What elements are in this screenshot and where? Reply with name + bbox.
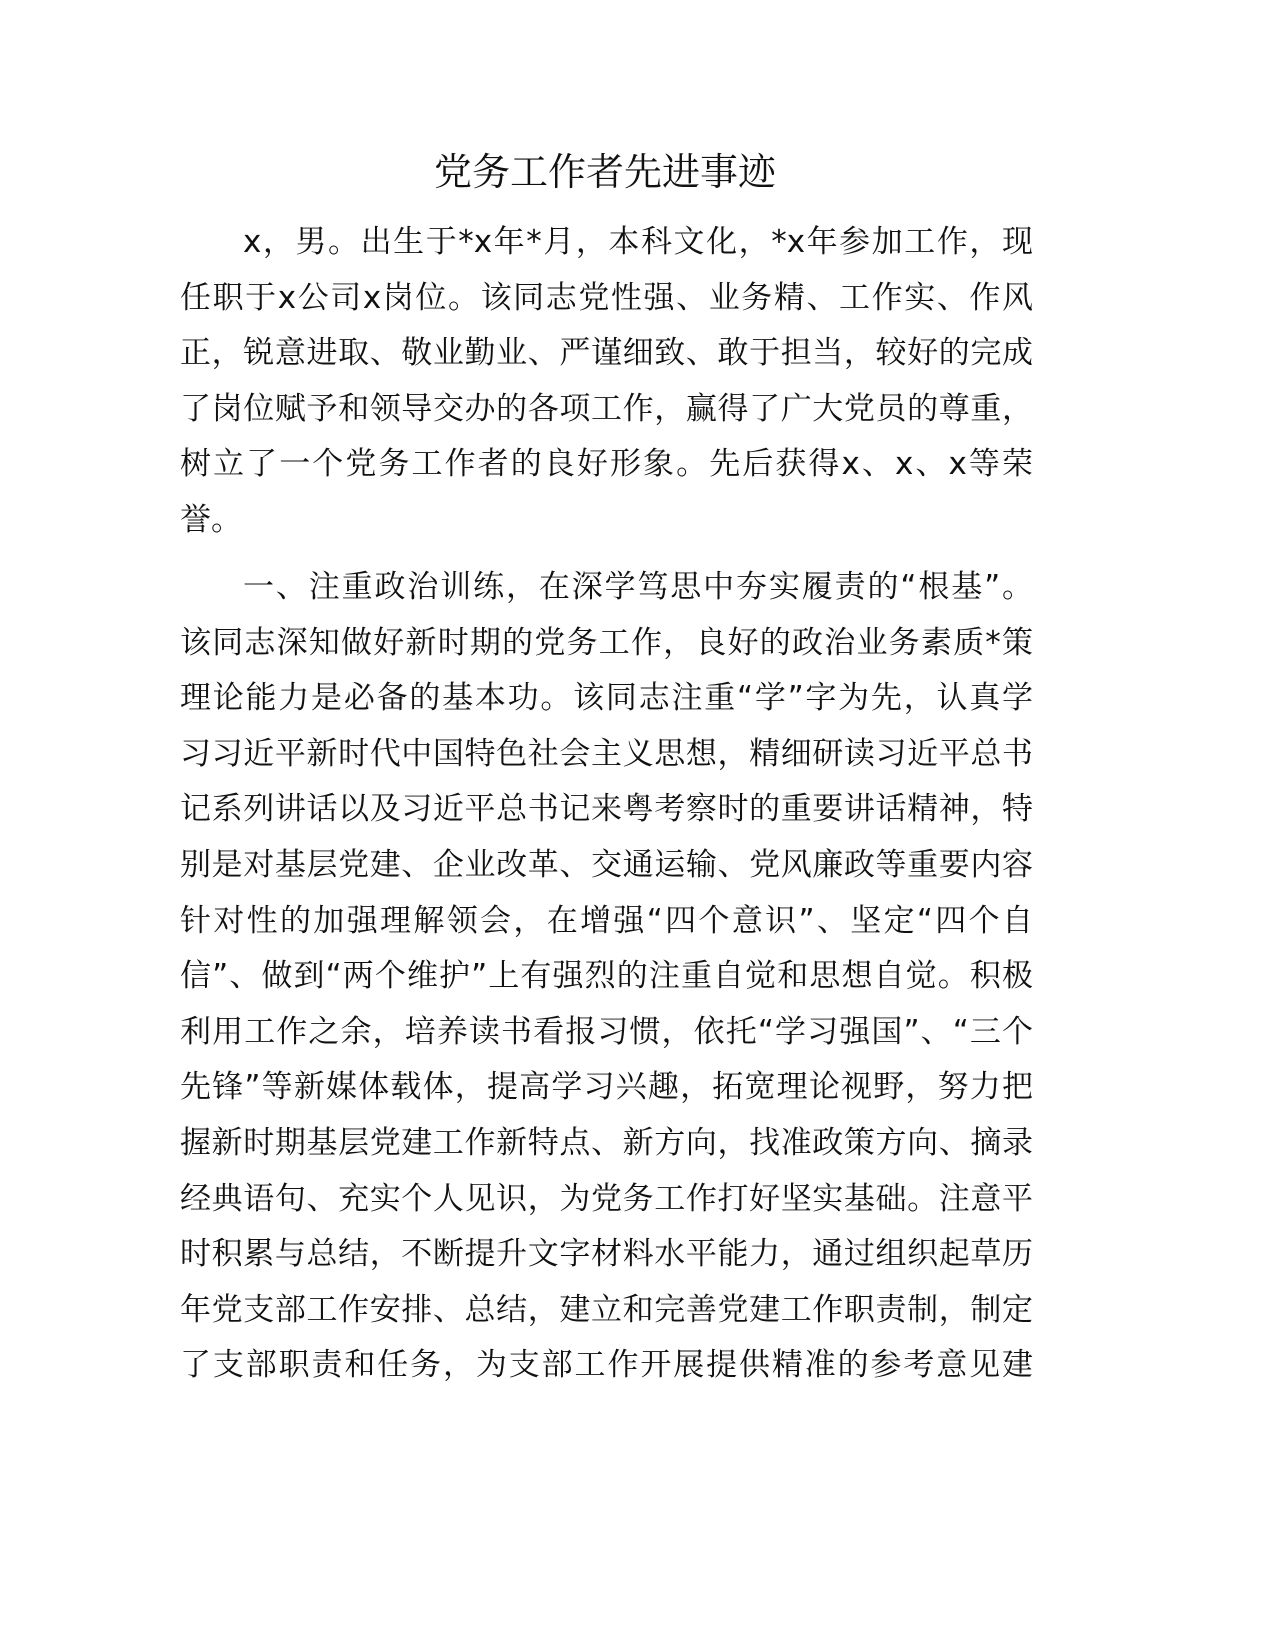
text-line: 该同志深知做好新时期的党务工作，良好的政治业务素质*策 <box>180 624 1033 661</box>
text-line: 理论能力是必备的基本功。该同志注重“学”字为先，认真学 <box>180 680 1033 717</box>
text-line: 别是对基层党建、企业改革、交通运输、党风廉政等重要内容 <box>180 847 1033 884</box>
text-line: 握新时期基层党建工作新特点、新方向，找准政策方向、摘录 <box>180 1125 1033 1161</box>
text-line: 正，锐意进取、敬业勤业、严谨细致、敢于担当，较好的完成 <box>180 335 1033 372</box>
text-line: 了岗位赋予和领导交办的各项工作，赢得了广大党员的尊重， <box>180 390 1033 427</box>
text-line: 信”、做到“两个维护”上有强烈的注重自觉和思想自觉。积极 <box>180 958 1033 995</box>
text-line: 时积累与总结，不断提升文字材料水平能力，通过组织起草历 <box>180 1236 1033 1273</box>
text-line: x，男。出生于*x年*月，本科文化，*x年参加工作，现 <box>243 224 1033 260</box>
text-line: 先锋”等新媒体载体，提高学习兴趣，拓宽理论视野，努力把 <box>180 1069 1033 1106</box>
text-line: 记系列讲话以及习近平总书记来粤考察时的重要讲话精神，特 <box>180 791 1033 828</box>
text-line: 习习近平新时代中国特色社会主义思想，精细研读习近平总书 <box>180 735 1033 772</box>
paragraph-section-1 <box>180 560 1033 1394</box>
text-line: 了支部职责和任务，为支部工作开展提供精准的参考意见建 <box>180 1347 1033 1384</box>
text-line: 誉。 <box>180 501 242 538</box>
text-line: 经典语句、充实个人见识，为党务工作打好坚实基础。注意平 <box>180 1180 1033 1217</box>
paragraph-intro <box>180 215 1033 549</box>
section-heading-line: 一、注重政治训练，在深学笃思中夯实履责的“根基”。 <box>243 569 1033 606</box>
text-line: 利用工作之余，培养读书看报习惯，依托“学习强国”、“三个 <box>180 1013 1033 1050</box>
text-line: 任职于x公司x岗位。该同志党性强、业务精、工作实、作风 <box>180 279 1033 316</box>
text-line: 树立了一个党务工作者的良好形象。先后获得x、x、x等荣 <box>180 446 1033 483</box>
text-line: 针对性的加强理解领会，在增强“四个意识”、坚定“四个自 <box>180 902 1033 939</box>
document-body <box>180 215 1033 1405</box>
text-line: 年党支部工作安排、总结，建立和完善党建工作职责制，制定 <box>180 1291 1033 1328</box>
document-title: 党务工作者先进事迹 <box>433 150 776 194</box>
